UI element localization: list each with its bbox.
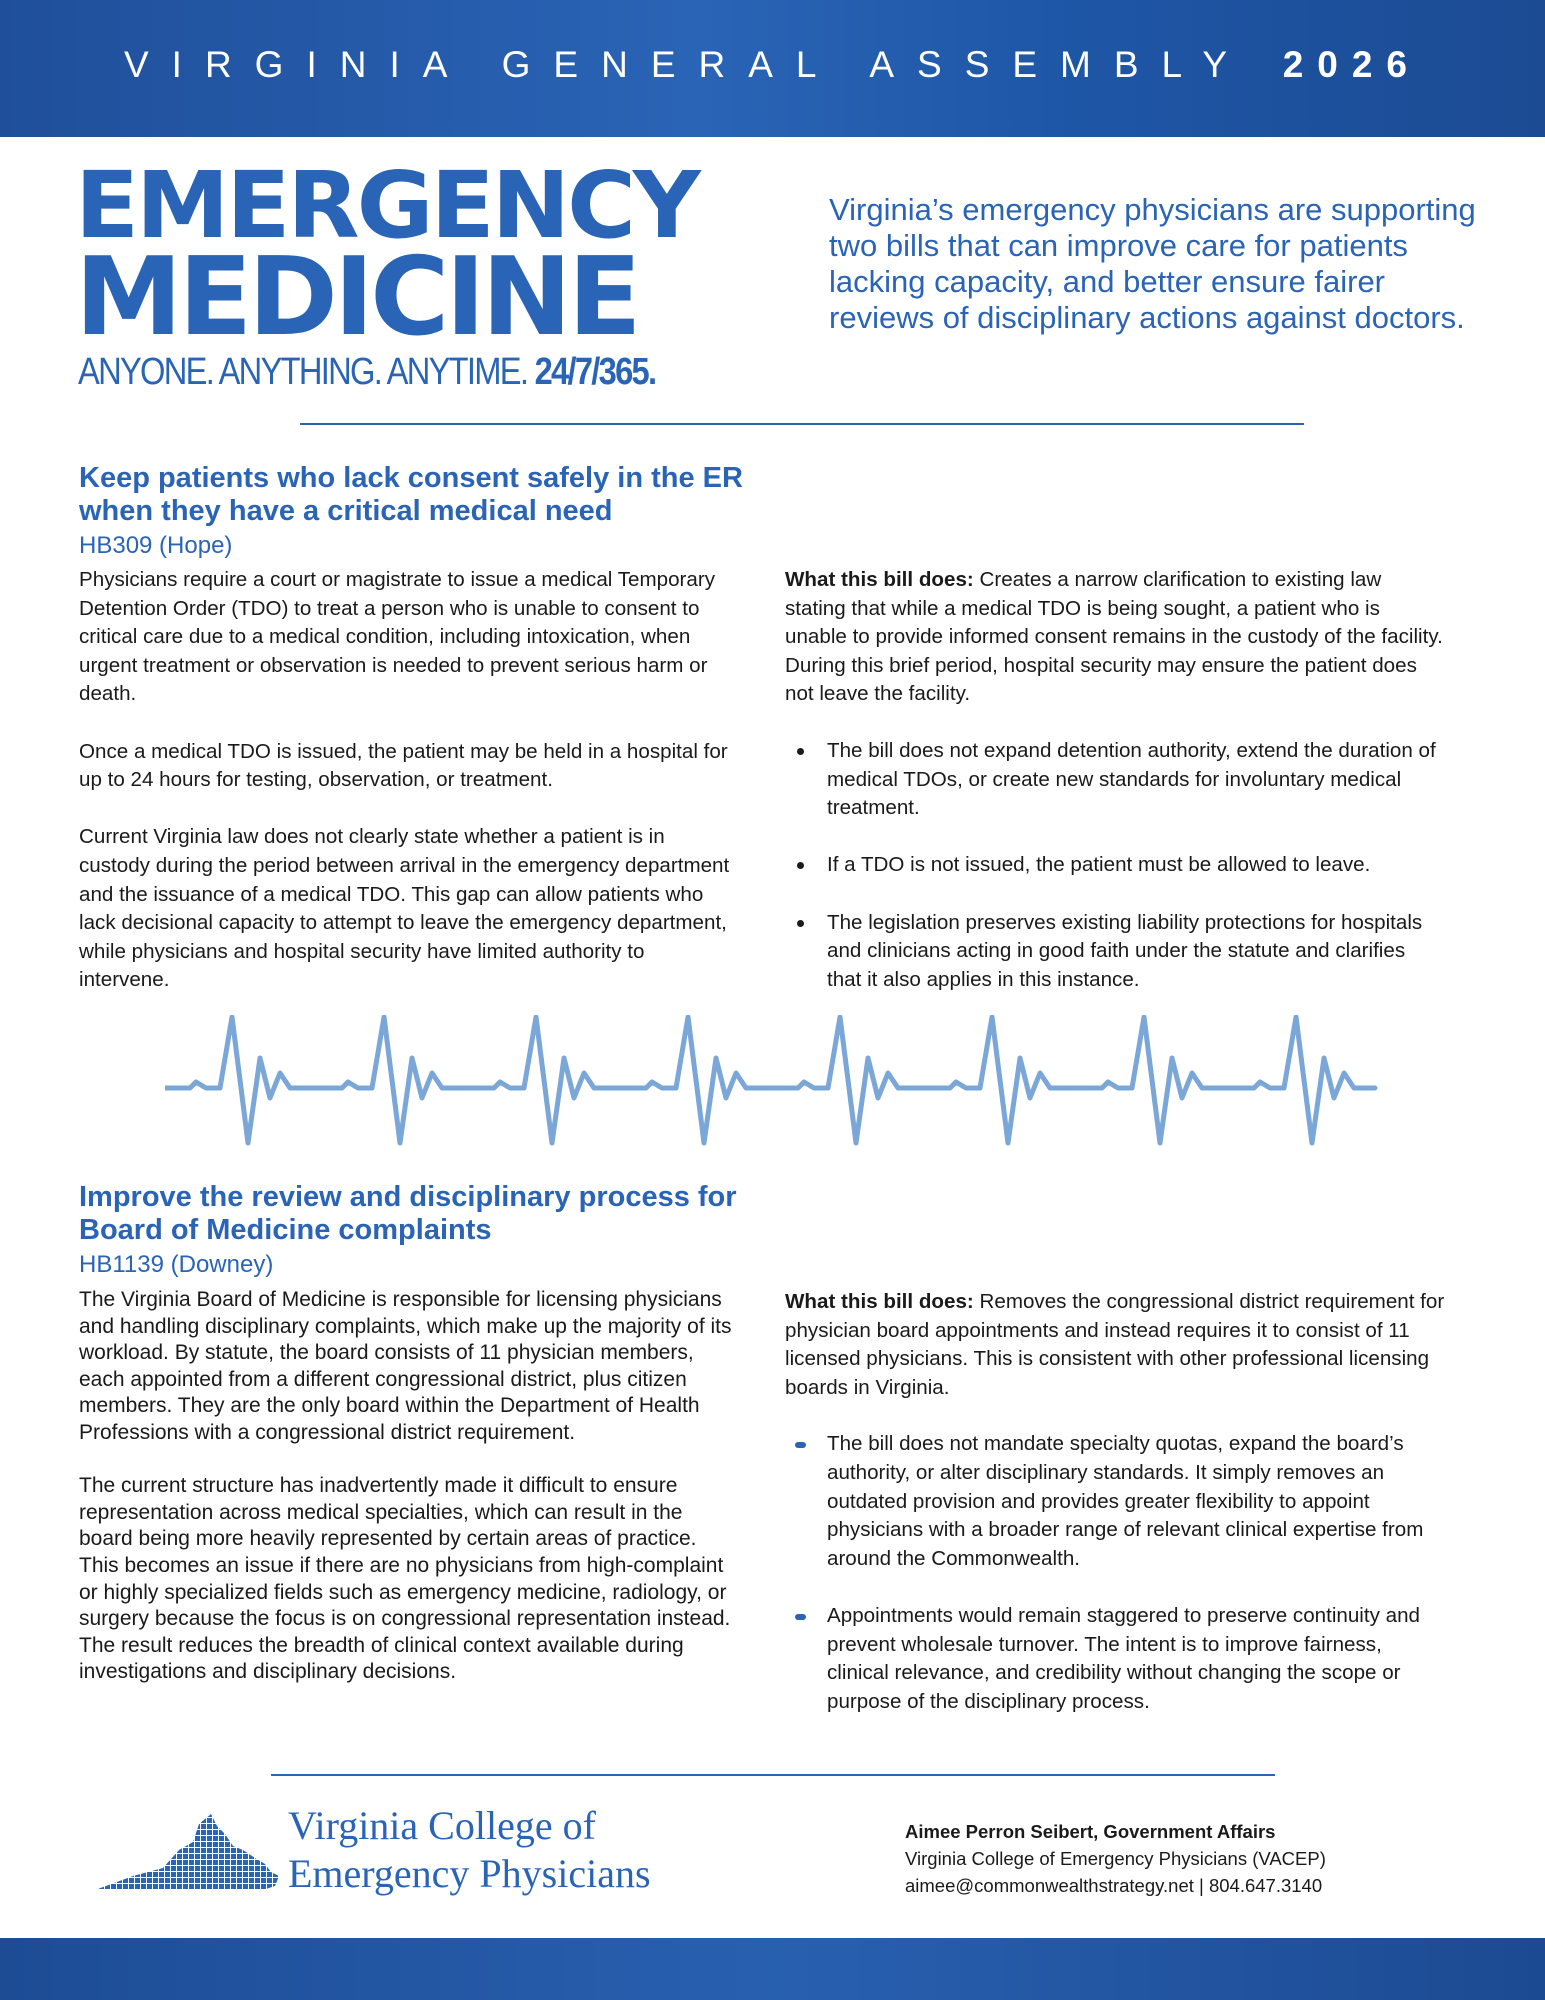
contact-block bbox=[905, 1818, 1326, 1899]
list-item: The bill does not mandate specialty quotas, expand the board’s authority, or alter disciplinary standards. It simply removes an outdated provision and provides greater flexibility to appoint physicians with a broader range of relevant clinical expertise from around the Commonwealth. bbox=[785, 1430, 1445, 1573]
organization-logo-text: Virginia College of Emergency Physicians bbox=[288, 1803, 651, 1896]
paragraph: The current structure has inadvertently made it difficult to ensure representation across medical specialties, which can result in the board being more heavily represented by certain areas of practice. This becomes an issue if there are no physicians from high-complaint or highly specialized fields such as emergency medicine, radiology, or surgery because the focus is on congressional representation instead. The result reduces the breadth of clinical context available during investigations and disciplinary decisions. bbox=[79, 1474, 731, 1684]
banner-title: VIRGINIA GENERAL ASSEMBLY 2026 bbox=[123, 44, 1421, 85]
heartbeat-line-icon bbox=[165, 1015, 1380, 1155]
paragraph: Once a medical TDO is issued, the patient may be held in a hospital for up to 24 hours for testing, observation, or treatment. bbox=[79, 739, 728, 792]
title-medicine: MEDICINE bbox=[75, 235, 638, 360]
bill2-right-column bbox=[785, 1288, 1445, 1745]
tagline: ANYONE. ANYTHING. ANYTIME. 24/7/365. bbox=[78, 351, 656, 393]
bullet-dot-icon bbox=[797, 862, 804, 869]
bullet-dash-icon bbox=[795, 1614, 806, 1620]
banner-year: 2026 bbox=[1282, 44, 1421, 85]
what-this-bill-does: What this bill does: Creates a narrow clarification to existing law stating that while a medical TDO is being sought, a patient who is unable to provide informed consent remains in the custody of the facility. During this brief period, hospital security may ensure the patient does not leave the facility. bbox=[785, 568, 1443, 706]
divider bbox=[271, 1774, 1275, 1776]
bill1-bullets bbox=[785, 737, 1445, 994]
paragraph: Current Virginia law does not clearly state whether a patient is in custody during the period between arrival in the emergency department and the issuance of a medical TDO. This gap can allow patients who lack decisional capacity to attempt to leave the emergency department, while physicians and hospital security have limited authority to intervene. bbox=[79, 825, 730, 992]
divider bbox=[300, 423, 1304, 425]
title-emergency: EMERGENCY bbox=[75, 152, 698, 259]
list-item: The bill does not expand detention authority, extend the duration of medical TDOs, or create new standards for involuntary medical treatment. bbox=[785, 737, 1445, 823]
bill2-number: HB1139 (Downey) bbox=[79, 1251, 274, 1278]
bill1-heading: Keep patients who lack consent safely in the ER when they have a critical medical need bbox=[79, 462, 743, 527]
bill1-number: HB309 (Hope) bbox=[79, 532, 233, 559]
bill2-left-column bbox=[79, 1287, 739, 1686]
bill1-left-column bbox=[79, 566, 739, 995]
what-this-bill-does: What this bill does: Removes the congressional district requirement for physician board appointments and instead requires it to consist of 11 licensed physicians. This is consistent with other professional licensing boards in Virginia. bbox=[785, 1290, 1445, 1399]
contact-name: Aimee Perron Seibert, Government Affairs bbox=[905, 1821, 1276, 1842]
list-item: Appointments would remain staggered to preserve continuity and prevent wholesale turnover. The intent is to improve fairness, clinical relevance, and credibility without changing the scope or purpose of the disciplinary process. bbox=[785, 1602, 1445, 1716]
contact-info: aimee@commonwealthstrategy.net | 804.647.3140 bbox=[905, 1875, 1323, 1896]
footer-band bbox=[0, 1938, 1545, 2000]
contact-organization: Virginia College of Emergency Physicians (VACEP) bbox=[905, 1848, 1326, 1869]
paragraph: Physicians require a court or magistrate to issue a medical Temporary Detention Order (TDO) to treat a person who is unable to consent to critical care due to a medical condition, including intoxication, when urgent treatment or observation is needed to prevent serious harm or death. bbox=[79, 568, 716, 706]
bill1-right-column bbox=[785, 566, 1445, 1023]
intro-text: Virginia’s emergency physicians are supporting two bills that can improve care for patients lacking capacity, and better ensure fairer reviews of disciplinary actions against doctors. bbox=[829, 192, 1476, 335]
bill2-heading: Improve the review and disciplinary process for Board of Medicine complaints bbox=[79, 1181, 737, 1246]
bullet-dash-icon bbox=[795, 1442, 806, 1448]
bullet-dot-icon bbox=[797, 748, 804, 755]
list-item: The legislation preserves existing liability protections for hospitals and clinicians acting in good faith under the statute and clarifies that it also applies in this instance. bbox=[785, 909, 1445, 995]
bill2-bullets bbox=[785, 1430, 1445, 1716]
header-banner bbox=[0, 0, 1545, 137]
paragraph: The Virginia Board of Medicine is responsible for licensing physicians and handling disciplinary complaints, which make up the majority of its workload. By statute, the board consists of 11 physician members, each appointed from a different congressional district, plus citizen members. They are the only board within the Department of Health Professions with a congressional district requirement. bbox=[79, 1288, 732, 1444]
virginia-map-logo-icon bbox=[93, 1806, 283, 1896]
list-item: If a TDO is not issued, the patient must be allowed to leave. bbox=[785, 851, 1445, 880]
bullet-dot-icon bbox=[797, 920, 804, 927]
